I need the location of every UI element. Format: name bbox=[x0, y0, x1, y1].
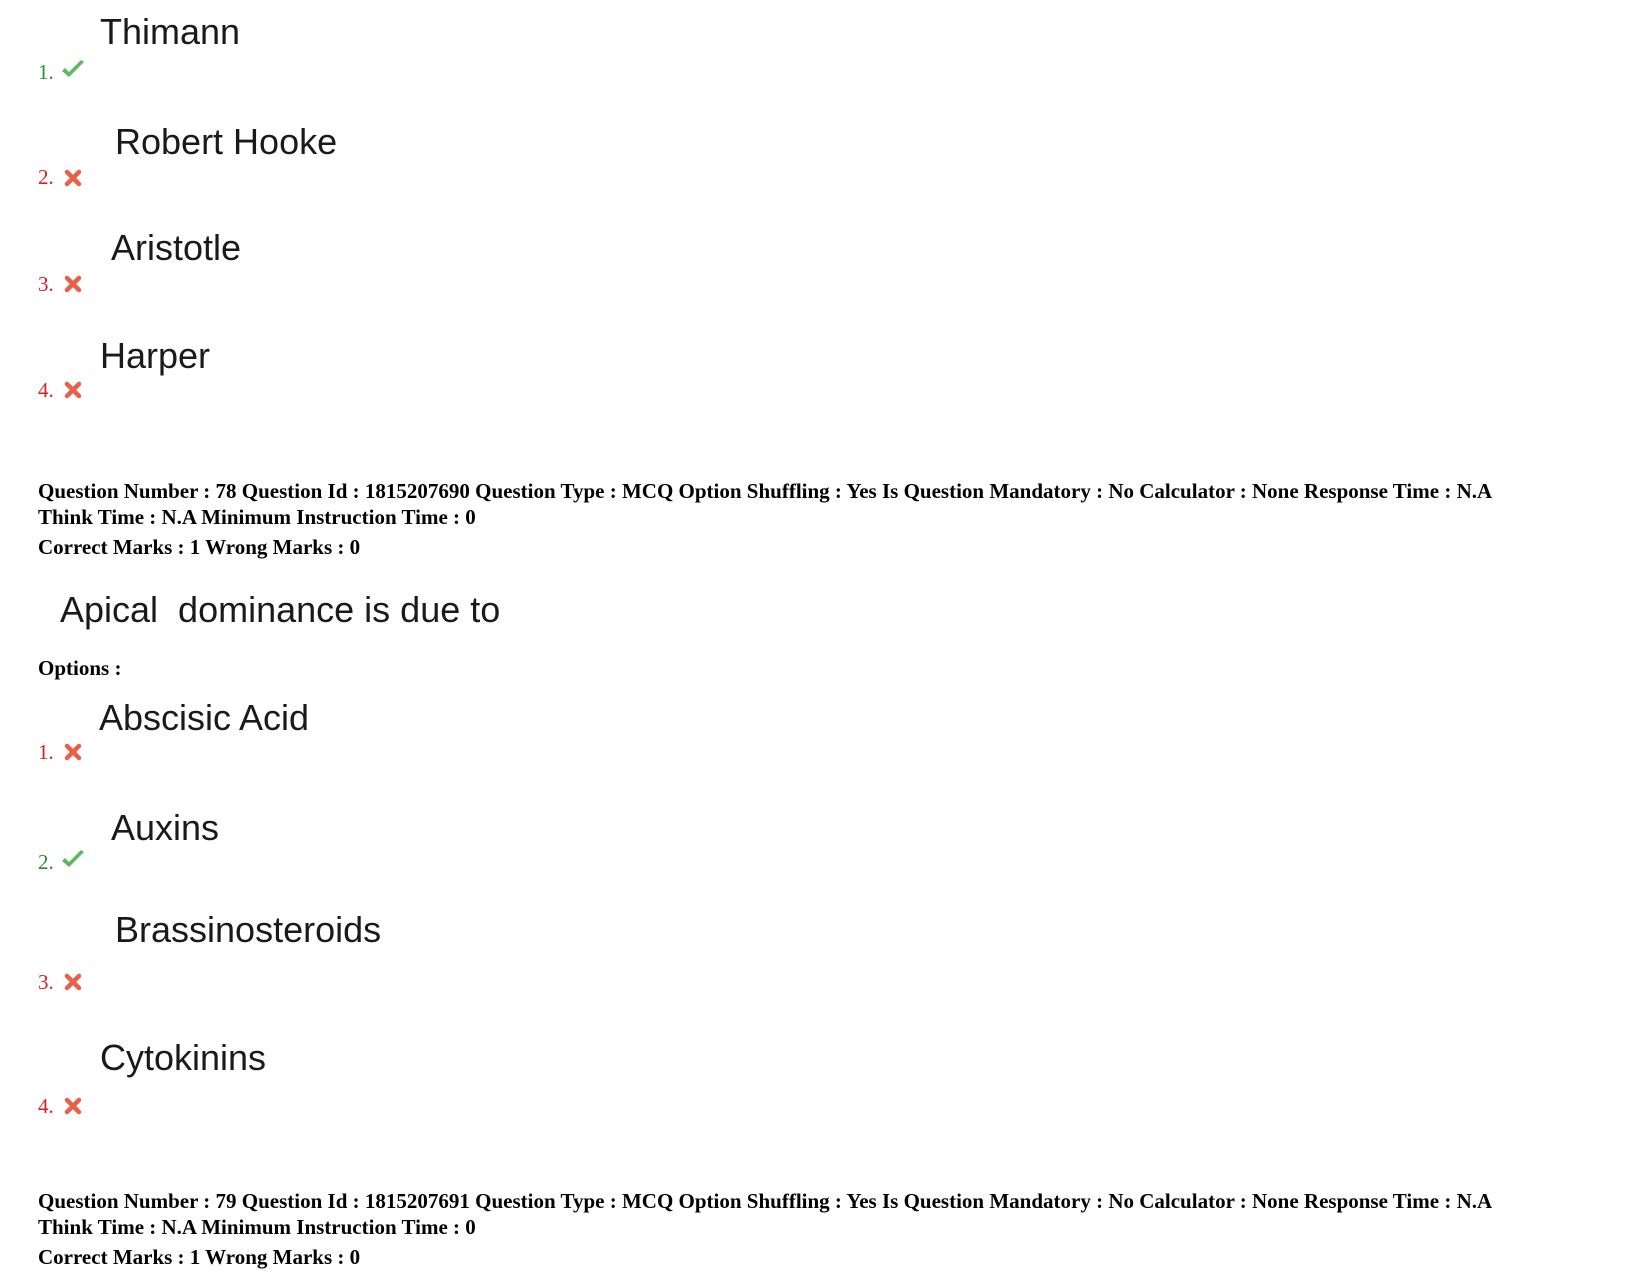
option-item bbox=[0, 334, 900, 444]
option-text: Aristotle bbox=[111, 227, 242, 268]
question-meta-line: Think Time : N.A Minimum Instruction Time : 0 bbox=[38, 505, 476, 529]
option-item bbox=[0, 806, 900, 916]
question-marks: Correct Marks : 1 Wrong Marks : 0 bbox=[38, 1245, 361, 1269]
option-item bbox=[0, 908, 900, 1018]
option-number: 2. bbox=[38, 850, 54, 874]
check-icon bbox=[60, 58, 86, 82]
question-text: Apical dominance is due to bbox=[60, 589, 501, 630]
option-number: 1. bbox=[38, 740, 54, 764]
option-text: Thimann bbox=[100, 11, 241, 52]
cross-icon bbox=[60, 740, 86, 764]
cross-icon bbox=[60, 272, 86, 296]
cross-icon bbox=[60, 378, 86, 402]
question-meta-line: Think Time : N.A Minimum Instruction Time : 0 bbox=[38, 1215, 476, 1239]
option-number: 3. bbox=[38, 272, 54, 296]
option-text: Cytokinins bbox=[100, 1037, 267, 1078]
option-number: 4. bbox=[38, 1094, 54, 1118]
question-meta bbox=[38, 1188, 1638, 1240]
check-icon bbox=[60, 848, 86, 872]
option-item bbox=[0, 118, 900, 228]
cross-icon bbox=[60, 970, 86, 994]
option-text: Harper bbox=[100, 335, 211, 376]
question-meta-line: Question Number : 78 Question Id : 1815207690 Question Type : MCQ Option Shuffling : Yes Is Question Mandatory : No Calculator : None Response Time : N.A bbox=[38, 479, 1493, 503]
question-meta bbox=[38, 478, 1638, 530]
option-item bbox=[0, 696, 900, 806]
option-item bbox=[0, 1036, 900, 1146]
option-number: 1. bbox=[38, 60, 54, 84]
option-text: Abscisic Acid bbox=[99, 697, 310, 738]
options-label: Options : bbox=[38, 656, 122, 680]
option-text: Auxins bbox=[111, 807, 220, 848]
question-meta-line: Question Number : 79 Question Id : 1815207691 Question Type : MCQ Option Shuffling : Yes Is Question Mandatory : No Calculator : None Response Time : N.A bbox=[38, 1189, 1493, 1213]
option-text: Robert Hooke bbox=[115, 121, 338, 162]
option-number: 3. bbox=[38, 970, 54, 994]
cross-icon bbox=[60, 1094, 86, 1118]
cross-icon bbox=[60, 166, 86, 190]
option-number: 2. bbox=[38, 165, 54, 189]
option-item bbox=[0, 10, 900, 120]
option-text: Brassinosteroids bbox=[115, 909, 382, 950]
question-marks: Correct Marks : 1 Wrong Marks : 0 bbox=[38, 535, 361, 559]
option-number: 4. bbox=[38, 378, 54, 402]
option-item bbox=[0, 226, 900, 336]
